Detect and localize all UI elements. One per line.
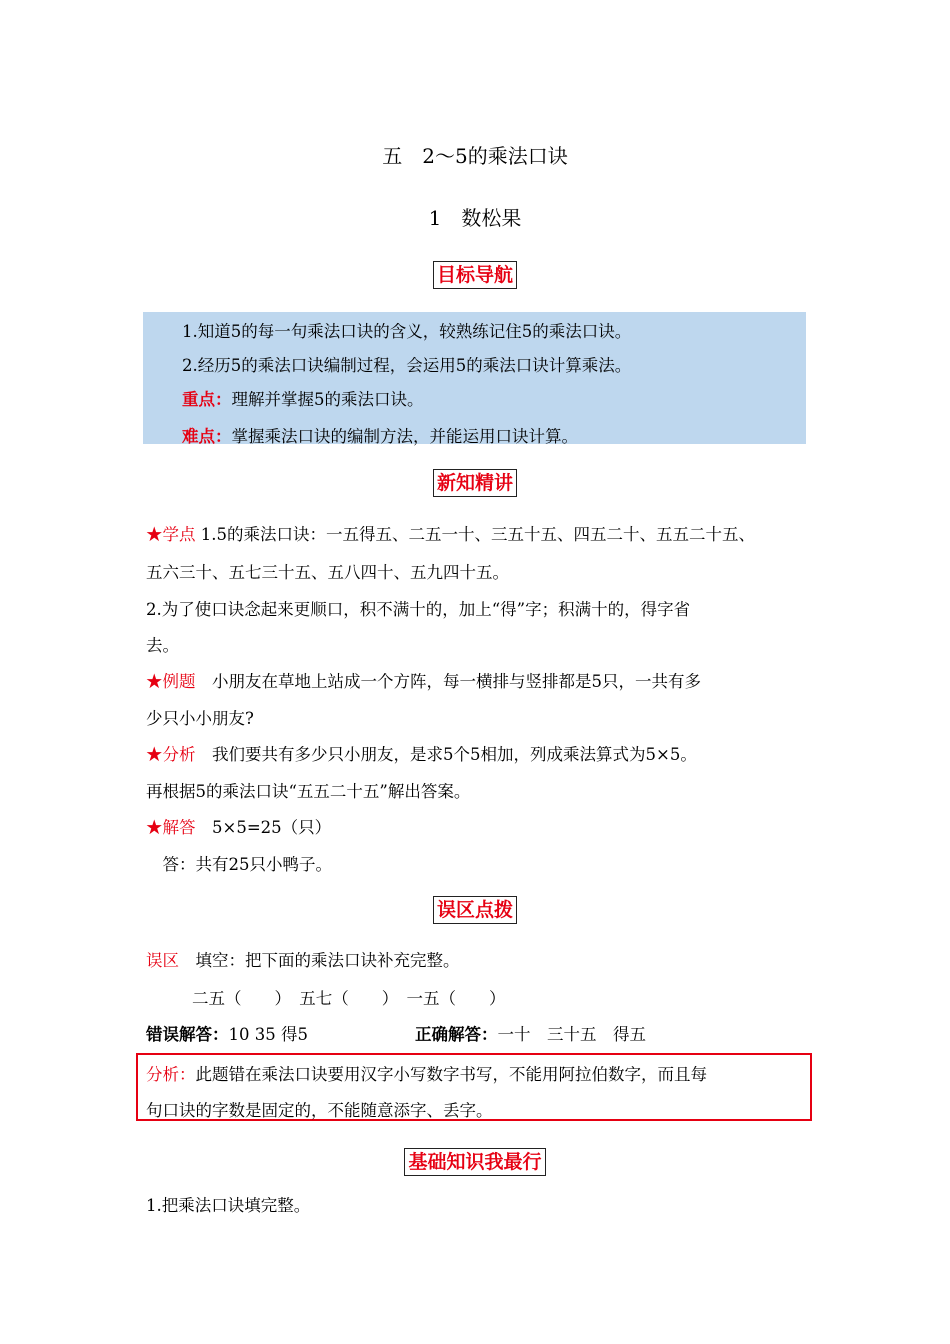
new-knowledge-heading: 新知精讲 bbox=[0, 469, 950, 497]
mistake-analysis-box bbox=[136, 1053, 812, 1121]
mistake-analysis-line-2: 句口诀的字数是固定的，不能随意添字、丢字。 bbox=[146, 1101, 493, 1120]
basics-item-1: 1.把乘法口诀填完整。 bbox=[146, 1196, 311, 1215]
goals-heading: 目标导航 bbox=[0, 261, 950, 289]
goal-item-2: 2.经历5的乘法口诀编制过程，会运用5的乘法口诀计算乘法。 bbox=[182, 356, 632, 375]
point-line-1: ★学点 1.5的乘法口诀：一五得五、二五一十、三五十五、四五二十、五五二十五、 bbox=[146, 525, 755, 544]
goal-key-point: 重点：理解并掌握5的乘法口诀。 bbox=[182, 390, 424, 409]
goals-box bbox=[143, 312, 806, 444]
wrong-answer: 错误解答：10 35 得5 bbox=[146, 1025, 308, 1044]
analysis-line-1: ★分析 我们要共有多少只小朋友，是求5个5相加，列成乘法算式为5×5。 bbox=[146, 745, 697, 764]
goal-difficulty: 难点：掌握乘法口诀的编制方法，并能运用口诀计算。 bbox=[182, 427, 578, 446]
answer-line-2: 答：共有25只小鸭子。 bbox=[146, 855, 332, 874]
answer-line-1: ★解答 5×5=25（只） bbox=[146, 818, 332, 837]
example-line-1: ★例题 小朋友在草地上站成一个方阵，每一横排与竖排都是5只，一共有多 bbox=[146, 672, 701, 691]
mistake-blanks: 二五（ ） 五七（ ） 一五（ ） bbox=[192, 989, 506, 1008]
analysis-line-2: 再根据5的乘法口诀“五五二十五”解出答案。 bbox=[146, 782, 471, 801]
right-answer: 正确解答：一十 三十五 得五 bbox=[415, 1025, 646, 1044]
basics-heading: 基础知识我最行 bbox=[0, 1148, 950, 1176]
example-line-2: 少只小小朋友? bbox=[146, 709, 254, 728]
lesson-title: 1 数松果 bbox=[428, 206, 522, 230]
chapter-title: 五 2～5的乘法口诀 bbox=[382, 144, 568, 168]
point-line-3: 2.为了使口诀念起来更顺口，积不满十的，加上“得”字；积满十的，得字省 bbox=[146, 600, 691, 619]
mistakes-heading: 误区点拨 bbox=[0, 896, 950, 924]
point-line-2: 五六三十、五七三十五、五八四十、五九四十五。 bbox=[146, 563, 509, 582]
goal-item-1: 1.知道5的每一句乘法口诀的含义，较熟练记住5的乘法口诀。 bbox=[182, 322, 632, 341]
point-line-4: 去。 bbox=[146, 636, 179, 655]
mistake-analysis-line-1: 分析：此题错在乘法口诀要用汉字小写数字书写，不能用阿拉伯数字，而且每 bbox=[146, 1065, 707, 1084]
mistake-zone-line: 误区 填空：把下面的乘法口诀补充完整。 bbox=[146, 951, 460, 970]
